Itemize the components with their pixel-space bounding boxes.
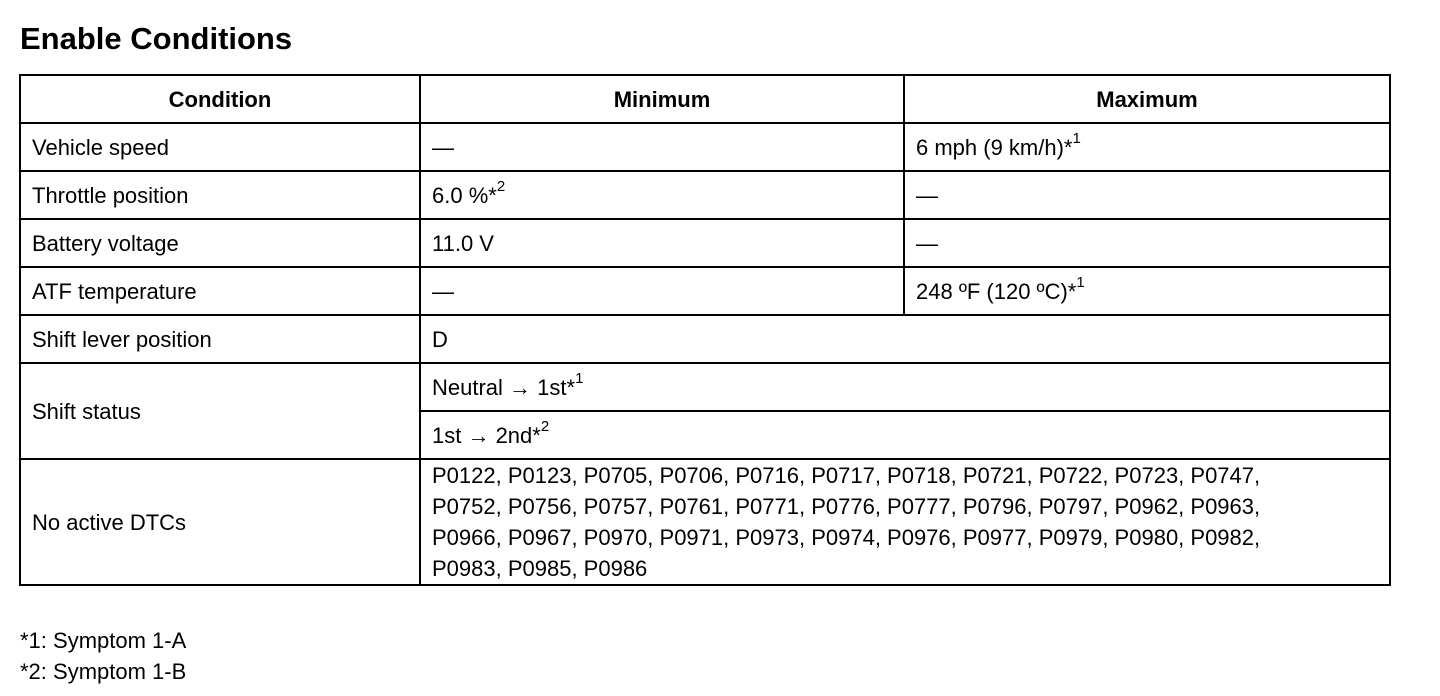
condition-cell: Throttle position xyxy=(20,171,420,219)
maximum-cell: — xyxy=(904,171,1390,219)
footnote-ref: 2 xyxy=(540,418,550,436)
header-maximum: Maximum xyxy=(904,75,1390,123)
maximum-value: 248 ºF (120 ºC)* xyxy=(916,278,1077,304)
shift-status-value: 1st → 2nd* xyxy=(432,422,541,448)
maximum-cell xyxy=(904,267,1390,315)
table-row xyxy=(20,267,1390,315)
minimum-cell: — xyxy=(420,123,904,171)
header-minimum: Minimum xyxy=(420,75,904,123)
dtc-line: P0122, P0123, P0705, P0706, P0716, P0717, P0718, P0721, P0722, P0723, P0747, xyxy=(432,463,1261,488)
maximum-cell: — xyxy=(904,219,1390,267)
table-row xyxy=(20,363,1390,411)
footnote-1: *1: Symptom 1-A xyxy=(20,628,187,653)
table-row xyxy=(20,123,1390,171)
value-cell xyxy=(420,363,1390,411)
condition-cell: No active DTCs xyxy=(20,459,420,585)
table-row xyxy=(20,219,1390,267)
condition-cell: Shift status xyxy=(20,363,420,459)
condition-cell: ATF temperature xyxy=(20,267,420,315)
footnote-ref: 1 xyxy=(1076,274,1085,292)
footnote-ref: 1 xyxy=(575,370,584,388)
condition-cell: Vehicle speed xyxy=(20,123,420,171)
dtc-line: P0752, P0756, P0757, P0761, P0771, P0776, P0777, P0796, P0797, P0962, P0963, xyxy=(432,494,1261,519)
maximum-cell xyxy=(904,123,1390,171)
header-condition: Condition xyxy=(20,75,420,123)
table-header-row xyxy=(20,75,1390,123)
minimum-cell: — xyxy=(420,267,904,315)
condition-cell: Battery voltage xyxy=(20,219,420,267)
table-row xyxy=(20,315,1390,363)
page-title: Enable Conditions xyxy=(20,21,293,56)
value-cell: D xyxy=(420,315,1390,363)
dtc-list-cell xyxy=(420,459,1390,585)
maximum-value: 6 mph (9 km/h)* xyxy=(916,134,1073,160)
shift-status-value: Neutral → 1st* xyxy=(432,374,576,400)
table-row xyxy=(20,459,1390,585)
minimum-value: 6.0 %* xyxy=(432,182,497,208)
minimum-cell xyxy=(420,171,904,219)
value-cell xyxy=(420,411,1390,459)
dtc-line: P0983, P0985, P0986 xyxy=(432,556,648,581)
dtc-line: P0966, P0967, P0970, P0971, P0973, P0974, P0976, P0977, P0979, P0980, P0982, xyxy=(432,525,1261,550)
minimum-cell: 11.0 V xyxy=(420,219,904,267)
enable-conditions-table xyxy=(19,74,1391,586)
footnote-ref: 2 xyxy=(496,178,506,196)
footnote-ref: 1 xyxy=(1072,130,1081,148)
condition-cell: Shift lever position xyxy=(20,315,420,363)
table-row xyxy=(20,171,1390,219)
footnote-2: *2: Symptom 1-B xyxy=(20,659,187,684)
